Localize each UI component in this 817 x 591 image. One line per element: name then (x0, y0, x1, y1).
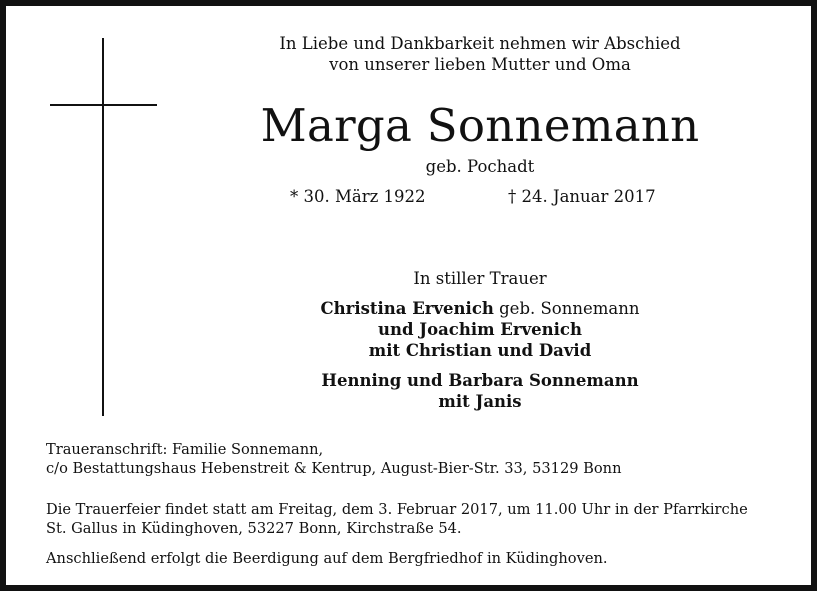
mourner-family-1 (200, 298, 760, 361)
mourner-family-2 (200, 370, 760, 412)
mourner-name-bold: Christina Ervenich (320, 299, 494, 318)
life-dates (230, 186, 690, 208)
birth-date: * 30. März 1922 (290, 187, 426, 206)
burial-info: Anschließend erfolgt die Beerdigung auf dem Bergfriedhof in Küdinghoven. (46, 550, 608, 567)
cross-icon-vertical (102, 38, 104, 416)
mourning-address (46, 440, 786, 478)
cross-icon-horizontal (50, 104, 157, 106)
mourner-line-4: Henning und Barbara Sonnemann (321, 371, 639, 390)
funeral-service-info (46, 500, 786, 538)
service-line-2: St. Gallus in Küdinghoven, 53227 Bonn, Kirchstraße 54. (46, 520, 462, 537)
service-line-1: Die Trauerfeier findet statt am Freitag, dem 3. Februar 2017, um 11.00 Uhr in der Pfarrkirche (46, 501, 748, 518)
death-date: † 24. Januar 2017 (508, 187, 656, 206)
mourner-line-3: mit Christian und David (368, 341, 592, 360)
mourner-line-2: und Joachim Ervenich (378, 320, 582, 339)
intro-line-1: In Liebe und Dankbarkeit nehmen wir Abschied (279, 34, 681, 53)
intro-line-2: von unserer lieben Mutter und Oma (329, 55, 631, 74)
mourning-heading: In stiller Trauer (413, 269, 547, 288)
deceased-name: Marga Sonnemann (260, 99, 700, 152)
maiden-name: geb. Pochadt (425, 157, 535, 176)
mourner-name-rest: geb. Sonnemann (493, 299, 640, 318)
intro-text (200, 33, 760, 75)
mourner-line-1 (200, 298, 760, 319)
mourner-line-5: mit Janis (438, 392, 522, 411)
address-line-2: c/o Bestattungshaus Hebenstreit & Kentrup, August-Bier-Str. 33, 53129 Bonn (46, 460, 622, 477)
address-line-1: Traueranschrift: Familie Sonnemann, (46, 441, 324, 458)
